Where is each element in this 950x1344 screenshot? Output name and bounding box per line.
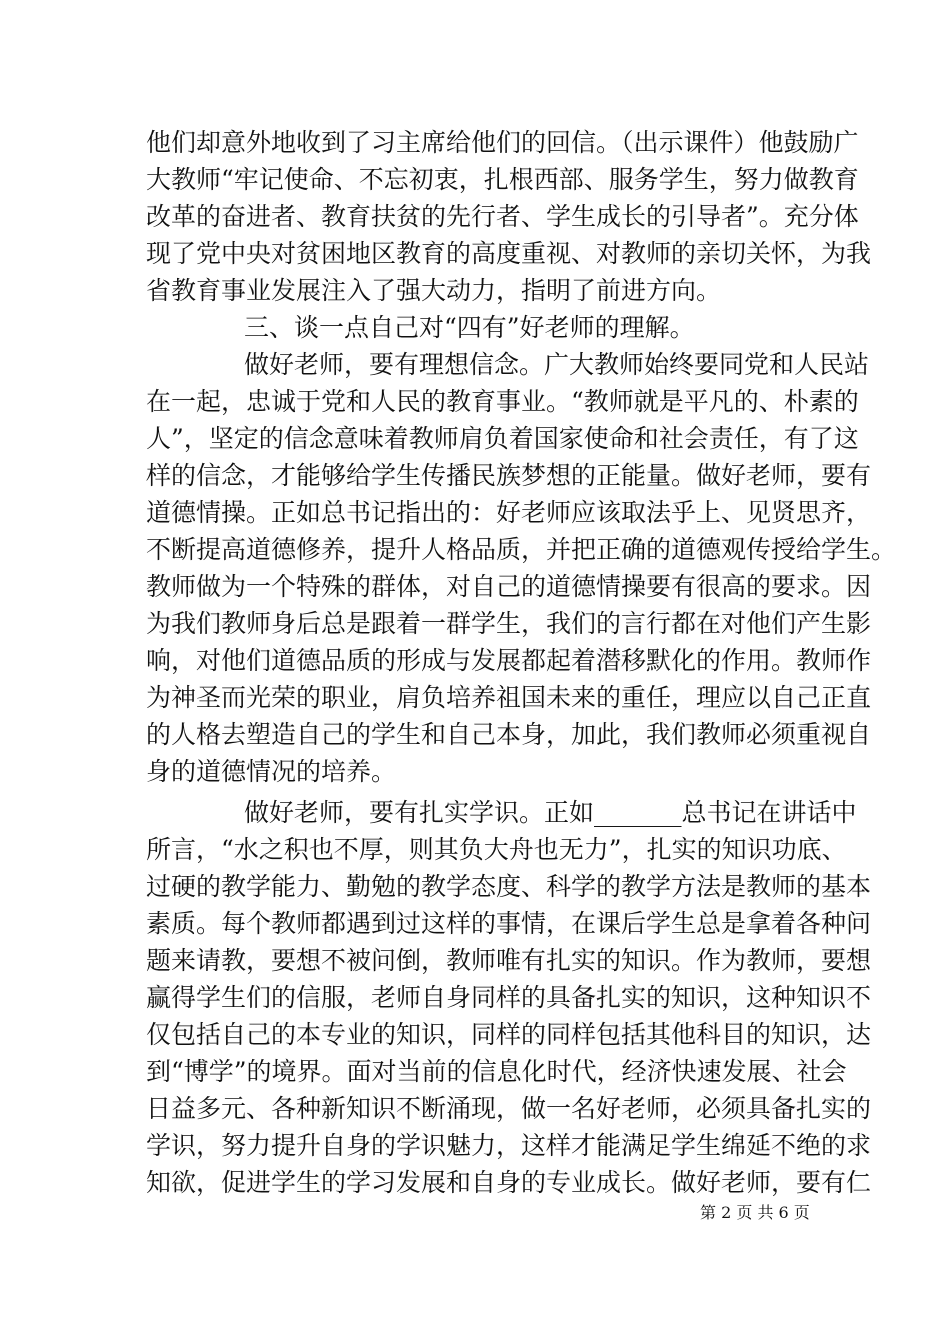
text-line: 样的信念，才能够给学生传播民族梦想的正能量。做好老师，要有 [146,461,872,490]
text-line: 做好老师，要有扎实学识。正如_______总书记在讲话中 [244,798,857,827]
text-line: 题来请教，要想不被问倒，教师唯有扎实的知识。作为教师，要想 [146,946,872,975]
text-line: 知欲，促进学生的学习发展和自身的专业成长。做好老师，要有仁 [146,1168,872,1197]
text-line: 人”，坚定的信念意味着教师肩负着国家使命和社会责任，有了这 [146,424,859,453]
text-line: 的人格去塑造自己的学生和自己本身，加此，我们教师必须重视自 [146,720,872,749]
text-line: 在一起，忠诚于党和人民的教育事业。“教师就是平凡的、朴素的 [146,387,859,416]
text-line: 仅包括自己的本专业的知识，同样的同样包括其他科目的知识，达 [146,1020,872,1049]
text-line: 现了党中央对贫困地区教育的高度重视、对教师的亲切关怀，为我 [146,239,872,268]
text-line: 做好老师，要有理想信念。广大教师始终要同党和人民站 [244,350,870,379]
page-number: 第 2 页 共 6 页 [700,1203,810,1222]
text-line: 改革的奋进者、教育扶贫的先行者、学生成长的引导者”。充分体 [146,202,859,231]
text-line: 省教育事业发展注入了强大动力，指明了前进方向。 [146,276,722,305]
text-line: 身的道德情况的培养。 [146,757,397,786]
text-line: 响，对他们道德品质的形成与发展都起着潜移默化的作用。教师作 [146,646,872,675]
text-line: 道德情操。正如总书记指出的：好老师应该取法乎上、见贤思齐， [146,498,872,527]
text-line: 大教师“牢记使命、不忘初衷，扎根西部、服务学生，努力做教育 [146,165,859,194]
text-line: 日益多元、各种新知识不断涌现，做一名好老师，必须具备扎实的 [146,1094,872,1123]
text-line: 为神圣而光荣的职业，肩负培养祖国未来的重任，理应以自己正直 [146,683,872,712]
text-line: 他们却意外地收到了习主席给他们的回信。（出示课件）他鼓励广 [146,128,859,157]
section-heading: 三、谈一点自己对“四有”好老师的理解。 [244,313,695,342]
text-line: 赢得学生们的信服，老师自身同样的具备扎实的知识，这种知识不 [146,983,872,1012]
text-line: 过硬的教学能力、勤勉的教学态度、科学的教学方法是教师的基本 [146,872,872,901]
text-line: 为我们教师身后总是跟着一群学生，我们的言行都在对他们产生影 [146,609,872,638]
text-line: 素质。每个教师都遇到过这样的事情，在课后学生总是拿着各种问 [146,909,872,938]
text-line: 所言，“水之积也不厚，则其负大舟也无力”，扎实的知识功底、 [146,835,847,864]
text-line: 到“博学”的境界。面对当前的信息化时代，经济快速发展、社会 [146,1057,847,1086]
text-line: 教师做为一个特殊的群体，对自己的道德情操要有很高的要求。因 [146,572,872,601]
text-line: 学识，努力提升自身的学识魅力，这样才能满足学生绵延不绝的求 [146,1131,872,1160]
text-line: 不断提高道德修养，提升人格品质，并把正确的道德观传授给学生。 [146,535,897,564]
